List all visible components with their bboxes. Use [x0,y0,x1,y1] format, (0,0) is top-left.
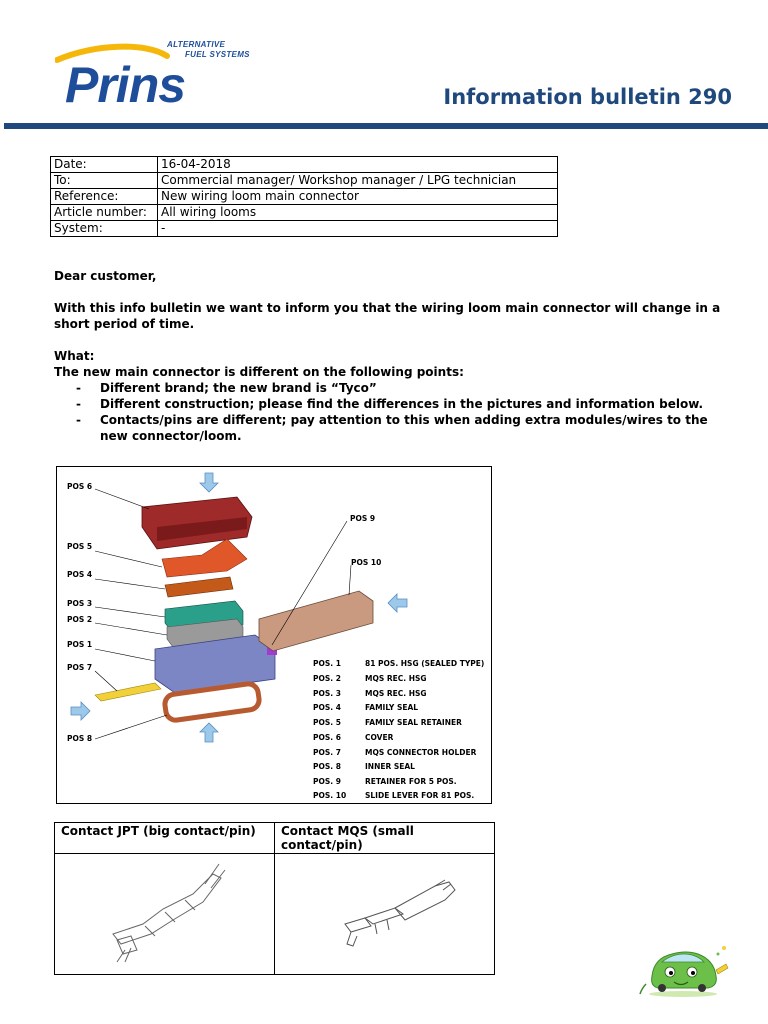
legend-pos: POS. 6 [313,733,341,742]
what-heading: What: [54,349,95,363]
bulletin-meta-table [50,156,558,237]
callout-label: POS 3 [67,599,93,608]
header-divider [4,123,768,129]
meta-value: 16-04-2018 [158,157,558,173]
callout-label: POS 10 [351,558,382,567]
contact-mqs-header: Contact MQS (small contact/pin) [275,823,495,854]
list-item: - Contacts/pins are different; pay attention to this when adding extra modules/wires to the new connector/loom. [76,413,708,443]
meta-key: System: [51,221,158,237]
contact-jpt-image [55,854,275,975]
callout-label: POS 6 [67,482,93,491]
legend-desc: FAMILY SEAL [365,703,419,712]
legend-pos: POS. 7 [313,748,341,757]
meta-key: Article number: [51,205,158,221]
list-item-text: Different brand; the new brand is “Tyco” [100,381,377,395]
arrow-right-icon [71,702,90,720]
contact-mqs-image [275,854,495,975]
prins-logo [55,38,255,113]
table-row [51,205,558,221]
meta-key: Reference: [51,189,158,205]
list-item-text: Contacts/pins are different; pay attention to this when adding extra modules/wires to the new connector/loom. [100,413,708,443]
connector-exploded-figure [56,466,492,804]
legend-pos: POS. 4 [313,703,341,712]
jpt-pin-icon [55,854,274,970]
table-row [55,854,495,975]
table-row [51,221,558,237]
callout-label: POS 5 [67,542,93,551]
contact-jpt-header: Contact JPT (big contact/pin) [55,823,275,854]
legend-desc: MQS REC. HSG [365,674,427,683]
list-item: - Different construction; please find the differences in the pictures and information below. [76,397,704,411]
callout-label: POS 1 [67,640,93,649]
table-row [51,157,558,173]
legend-desc: SLIDE LEVER FOR 81 POS. [365,791,475,800]
arrow-left-icon [388,594,407,612]
legend-desc: COVER [365,733,394,742]
difference-list [54,380,724,444]
table-row [51,189,558,205]
page-title: Information bulletin 290 [443,85,732,109]
table-row [51,173,558,189]
legend-pos: POS. 9 [313,777,341,786]
intro-paragraph: With this info bulletin we want to inform you that the wiring loom main connector will change in a short period of time. [54,301,721,331]
legend-desc: MQS REC. HSG [365,689,427,698]
legend-pos: POS. 10 [313,791,347,800]
arrow-up-icon [200,723,218,742]
arrow-down-icon [200,473,218,492]
meta-value: - [158,221,558,237]
green-car-mascot-icon [638,940,738,998]
mqs-pin-icon [275,854,494,970]
connector-exploded-diagram [57,467,491,803]
legend-desc: 81 POS. HSG (SEALED TYPE) [365,659,485,668]
meta-key: Date: [51,157,158,173]
legend-desc: FAMILY SEAL RETAINER [365,718,462,727]
callout-label: POS 8 [67,734,93,743]
legend-pos: POS. 8 [313,762,341,771]
what-intro: The new main connector is different on the following points: [54,365,464,379]
legend-pos: POS. 3 [313,689,341,698]
meta-value: New wiring loom main connector [158,189,558,205]
logo-tagline-2: FUEL SYSTEMS [185,50,250,59]
bulletin-body [54,268,724,444]
callout-label: POS 7 [67,663,93,672]
legend-desc: INNER SEAL [365,762,415,771]
contacts-comparison-table [54,822,495,975]
logo-tagline-1: ALTERNATIVE [167,40,226,49]
legend-pos: POS. 2 [313,674,341,683]
meta-value: Commercial manager/ Workshop manager / LPG technician [158,173,558,189]
legend-pos: POS. 5 [313,718,341,727]
list-item: - Different brand; the new brand is “Tyco” [76,381,377,395]
meta-value: All wiring looms [158,205,558,221]
callout-label: POS 2 [67,615,93,624]
greeting: Dear customer, [54,269,157,283]
legend-desc: MQS CONNECTOR HOLDER [365,748,477,757]
logo-word: Prins [65,57,186,113]
legend-desc: RETAINER FOR 5 POS. [365,777,457,786]
table-row [55,823,495,854]
list-item-text: Different construction; please find the differences in the pictures and information below. [100,397,704,411]
callout-label: POS 4 [67,570,93,579]
meta-key: To: [51,173,158,189]
callout-label: POS 9 [350,514,376,523]
legend-pos: POS. 1 [313,659,341,668]
